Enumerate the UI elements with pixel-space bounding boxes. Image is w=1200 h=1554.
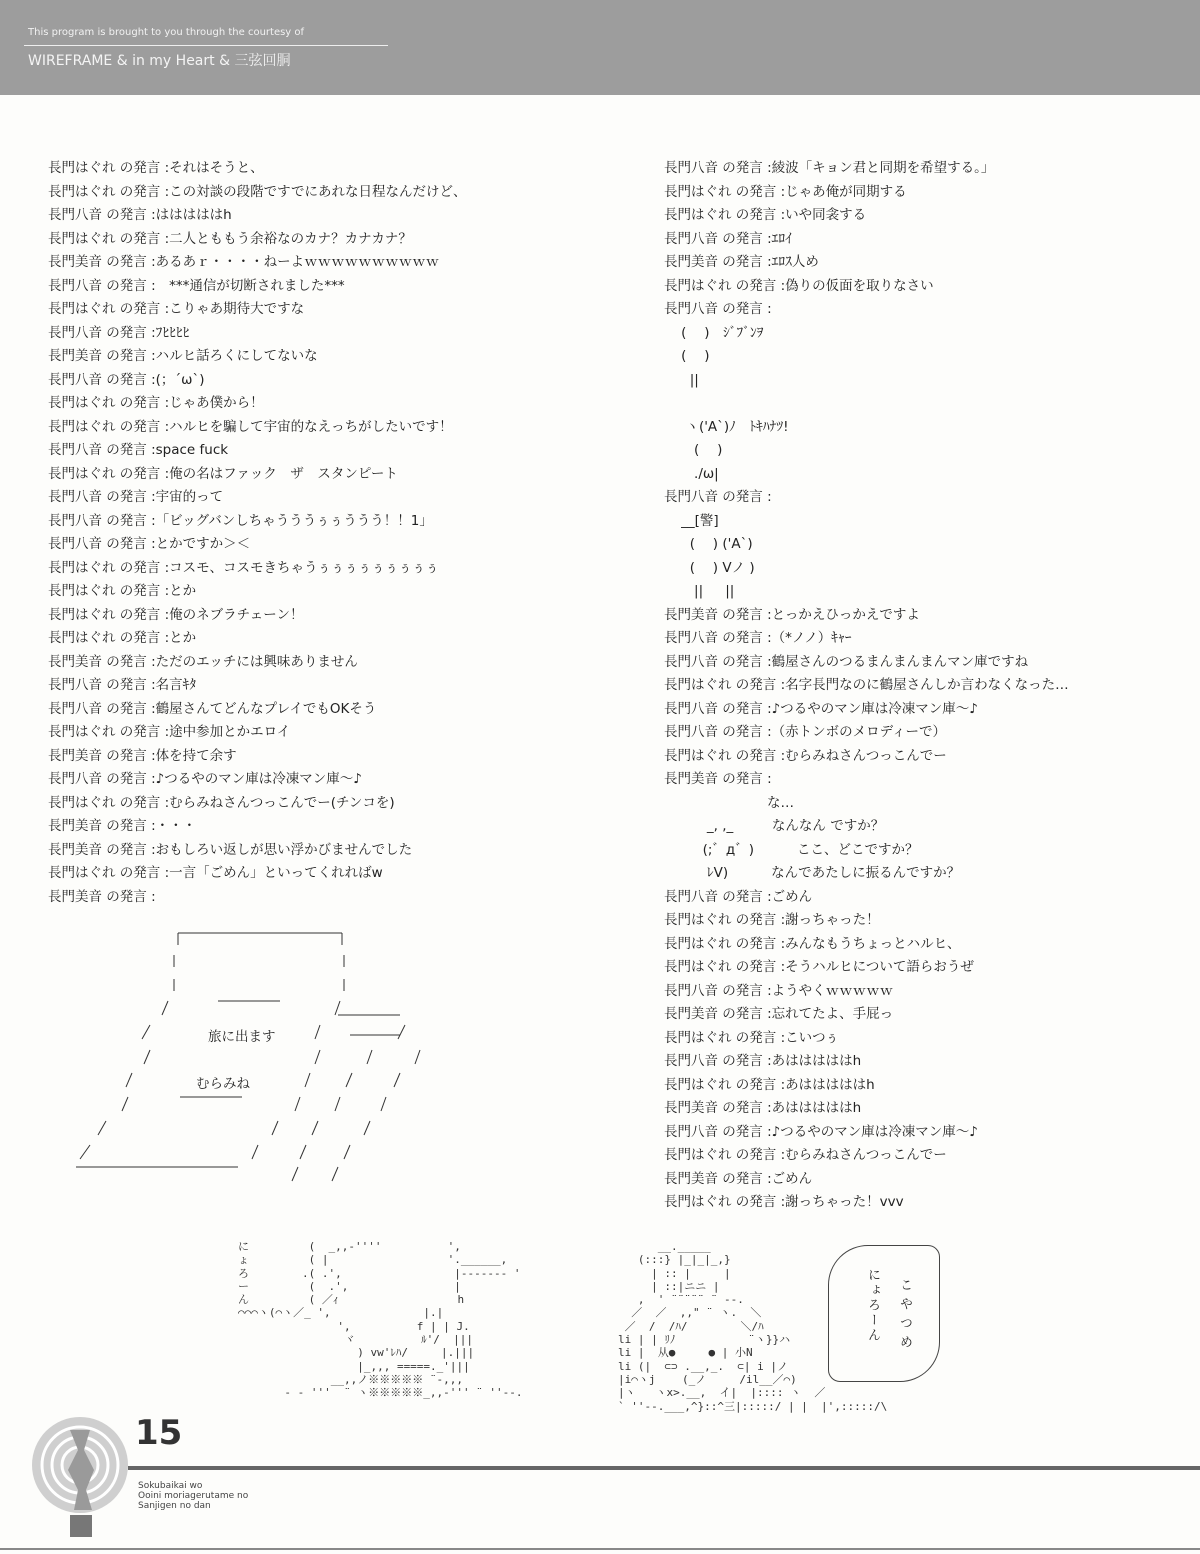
chat-message: 長門八音 の発言 :ようやくｗｗｗｗｗ	[664, 982, 894, 999]
speech-bubble	[828, 1245, 940, 1382]
courtesy-text: This program is brought to you through the courtesy of	[28, 27, 305, 38]
chat-message: 長門はぐれ の発言 :ハルヒを騙して宇宙的なえっちがしたいです！	[48, 418, 453, 435]
ascii-art-line: , ' ¨¨¨¨¨ ¨ --.	[618, 1293, 744, 1307]
ascii-art-line: ょ ( | '.______,	[238, 1253, 508, 1267]
chat-message: 長門美音 の発言 :	[48, 888, 156, 905]
ascii-art-line: ん ( ／ｨ h	[238, 1293, 465, 1307]
chat-message: 長門八音 の発言 :あはははははh	[664, 1053, 862, 1069]
speech-bubble-col2: こやつめ	[897, 1278, 912, 1354]
chat-message: 長門八音 の発言 :とかですか＞＜	[48, 536, 251, 552]
chat-message: 長門はぐれ の発言 :むらみねさんつっこんでー(チンコを)	[48, 794, 395, 811]
chat-message: 長門八音 の発言 :鶴屋さんのつるまんまんまんマン庫ですね	[664, 653, 1029, 670]
chat-message: ( )	[664, 442, 723, 458]
footer-subtitle-line: Ooini moriagerutame no	[138, 1491, 249, 1501]
ascii-art-line: ', f | | J.	[238, 1319, 470, 1333]
chat-message: 長門八音 の発言 :「ビッグバンしちゃうううぅぅううう！！1」	[48, 512, 433, 529]
chat-message: 長門はぐれ の発言 :じゃあ俺が同期する	[664, 183, 907, 200]
chat-message: 長門八音 の発言 :ｴﾛｲ	[664, 230, 792, 247]
chat-message: 長門八音 の発言 :♪つるやのマン庫は冷凍マン庫～♪	[664, 1123, 978, 1140]
circle-logo	[28, 1410, 132, 1554]
chat-message: ヽ('A`)ﾉ ﾄｷﾊﾅﾂ!	[664, 418, 789, 435]
chat-message: 長門美音 の発言 :	[664, 771, 772, 787]
ascii-art-line: ／ ／ ,," ¨ ヽ. ＼	[618, 1306, 762, 1320]
chat-message: 長門はぐれ の発言 :俺の名はファック ザ スタンピート	[48, 465, 398, 482]
chat-message: 長門はぐれ の発言 :謝っちゃった！	[664, 912, 880, 928]
chat-message: な…	[664, 794, 794, 811]
chat-message: 長門八音 の発言 :（*ノノ）ｷｬｰ	[664, 630, 852, 646]
chat-message: 長門はぐれ の発言 :こりゃあ期待大ですな	[48, 301, 305, 317]
chat-message: 長門八音 の発言 : ***通信が切断されました***	[48, 277, 345, 294]
chat-message: ( ) ('A`)	[664, 536, 753, 552]
chat-message: 長門八音 の発言 :（赤トンボのメロディーで）	[664, 724, 947, 740]
chat-message: 長門はぐれ の発言 :あはははははh	[664, 1076, 875, 1093]
chat-message: 長門八音 の発言 :	[664, 489, 772, 505]
chat-message: 長門美音 の発言 :とっかえひっかえですよ	[664, 606, 920, 623]
chat-message: _, ,_ なんなん ですか？	[664, 818, 885, 834]
ascii-art-line: (:::} |_|_|_,}	[618, 1253, 731, 1267]
chat-log-left-column	[48, 157, 467, 909]
chat-message: 長門はぐれ の発言 :この対談の段階ですでにあれな日程なんだけど、	[48, 183, 467, 200]
chat-message: 長門八音 の発言 :宇宙的って	[48, 489, 224, 505]
chat-message: 長門八音 の発言 :はははははh	[48, 207, 232, 223]
chat-message: 長門はぐれ の発言 :むらみねさんつっこんでー	[664, 747, 947, 764]
ascii-art-cat-figure	[238, 1240, 523, 1400]
chat-message: 長門八音 の発言 :♪つるやのマン庫は冷凍マン庫～♪	[664, 700, 978, 717]
logo-graphic	[28, 1410, 132, 1550]
sign-text-line2: むらみね	[196, 1076, 250, 1092]
chat-message: 長門美音 の発言 :ごめん	[664, 1170, 813, 1187]
chat-message: 長門美音 の発言 :ハルヒ話ろくにしてないな	[48, 348, 318, 364]
ascii-art-line: ` ''--.___,^}::^三|:::::/ | | |',:::::/\	[618, 1399, 888, 1413]
chat-message: ( )	[664, 348, 710, 364]
footer-subtitle-line: Sanjigen no dan	[138, 1501, 211, 1511]
ascii-art-line: ー ( .', |	[238, 1279, 461, 1293]
chat-message: 長門はぐれ の発言 :途中参加とかエロイ	[48, 724, 291, 740]
ascii-art-line: ／ / /ﾊ/ ＼/ﾊ	[618, 1319, 764, 1333]
chat-message: 長門美音 の発言 :ただのエッチには興味ありません	[48, 653, 358, 670]
chat-message: 長門はぐれ の発言 :俺のネブラチェーン！	[48, 606, 304, 623]
page-bottom-edge	[0, 1548, 1200, 1550]
ascii-art-line: ⌒⌒⌒ヽ(⌒ヽ／_ ', |.|	[238, 1306, 444, 1320]
chat-message: 長門はぐれ の発言 :いや同衾する	[664, 207, 867, 223]
page-header	[0, 0, 1200, 95]
ascii-art-line: |ヽ ヽx>.__, イ| |:::: ヽ ／	[618, 1386, 826, 1400]
chat-message: 長門はぐれ の発言 :偽りの仮面を取りなさい	[664, 277, 934, 294]
chat-message: 長門美音 の発言 :忘れてたよ、手屁っ	[664, 1006, 894, 1022]
ascii-art-line: |i⌒ヽj (_ノ /il__／⌒)	[618, 1372, 797, 1386]
ascii-art-line: li (| ⊂⊃ .__,_. ⊂| i |ノ	[618, 1359, 788, 1373]
sign-lines	[70, 925, 430, 1190]
ascii-art-line: li | | ﾘﾉ ¨ヽ}}ハ	[618, 1333, 791, 1347]
ascii-art-sign	[70, 925, 430, 1190]
chat-message: 長門八音 の発言 :名言ｷﾀ	[48, 677, 197, 693]
footer-subtitle	[138, 1481, 248, 1511]
chat-message: 長門はぐれ の発言 :とか	[48, 630, 197, 646]
ascii-art-line: |_,,, =====._'|||	[238, 1359, 470, 1373]
chat-message: 長門八音 の発言 :space fuck	[48, 442, 229, 458]
chat-message: (;゛д゛) ここ、どこですか？	[664, 841, 919, 858]
chat-message: 長門美音 の発言 :ｴﾛｽ人め	[664, 254, 819, 270]
chat-message: 長門はぐれ の発言 :そうハルヒについて語らおうぜ	[664, 959, 974, 975]
chat-message: 長門八音 の発言 :♪つるやのマン庫は冷凍マン庫～♪	[48, 771, 362, 787]
ascii-art-line: __,,ノ※※※※※ ¨-,,,	[238, 1372, 463, 1386]
chat-message: 長門八音 の発言 :ごめん	[664, 888, 813, 905]
chat-message: 長門はぐれ の発言 :コスモ、コスモきちゃうぅぅぅぅぅぅぅぅぅ	[48, 559, 439, 576]
chat-message: 長門美音 の発言 :あるあｒ・・・・ねーよｗｗｗｗｗｗｗｗｗｗ	[48, 254, 440, 270]
ascii-art-line: __._____	[618, 1240, 711, 1253]
chat-message: __[警]	[664, 512, 719, 529]
chat-message: 長門八音 の発言 :鶴屋さんてどんなプレイでもOKそう	[48, 700, 377, 717]
chat-message: 長門美音 の発言 :おもしろい返しが思い浮かびませんでした	[48, 841, 413, 858]
ascii-art-line: | ::|ニニ |	[618, 1279, 720, 1293]
chat-message: ./ω|	[664, 465, 719, 482]
chat-message: 長門美音 の発言 :体を持て余す	[48, 747, 237, 764]
ascii-art-line: ヾ ﾙ'/ |||	[238, 1333, 474, 1347]
footer-subtitle-line: Sokubaikai wo	[138, 1481, 203, 1491]
page-number: 15	[135, 1413, 183, 1453]
chat-message: 長門八音 の発言 :綾波「キョン君と同期を希望する。」	[664, 160, 995, 176]
chat-message: 長門はぐれ の発言 :みんなもうちょっとハルヒ、	[664, 935, 961, 952]
ascii-art-line: に ( _,,-'''' ',	[238, 1240, 461, 1253]
chat-message: 長門はぐれ の発言 :じゃあ僕から！	[48, 395, 264, 411]
chat-message: || ||	[664, 583, 735, 599]
chat-message: 長門はぐれ の発言 :こいつぅ	[664, 1029, 839, 1046]
sign-text-line1: 旅に出ます	[208, 1029, 276, 1045]
chat-message: 長門八音 の発言 :ﾌﾋﾋﾋﾋ	[48, 324, 190, 341]
chat-message: 長門はぐれ の発言 :とか	[48, 583, 197, 599]
chat-message	[664, 392, 1069, 416]
chat-message: 長門はぐれ の発言 :二人とももう余裕なのカナ？カナカナ？	[48, 230, 412, 247]
chat-message: 長門八音 の発言 :(；´ω`)	[48, 371, 205, 388]
ascii-art-line: | :: | |	[618, 1266, 731, 1280]
sponsors-text: WIREFRAME & in my Heart & 三弦回胴	[28, 53, 291, 69]
speech-bubble-col1: にょろーん	[865, 1268, 880, 1343]
chat-message: 長門はぐれ の発言 :むらみねさんつっこんでー	[664, 1147, 947, 1163]
header-divider	[24, 45, 388, 46]
chat-message: 長門はぐれ の発言 :名字長門なのに鶴屋さんしか言わなくなった…	[664, 677, 1069, 693]
ascii-art-line: li | 从● ● | 小N	[618, 1346, 753, 1360]
footer-divider	[128, 1466, 1200, 1470]
chat-message: 長門美音 の発言 :あはははははh	[664, 1100, 862, 1116]
ascii-art-line: - - ''' ¨ ヽ※※※※※_,,-''' ¨ ''--.	[238, 1386, 523, 1400]
chat-message: 長門はぐれ の発言 :それはそうと、	[48, 160, 264, 176]
chat-message: 長門はぐれ の発言 :謝っちゃった！vvv	[664, 1194, 904, 1210]
chat-message: ( ) Vノ )	[664, 559, 755, 576]
ascii-art-line: ろ .( .', |------- '	[238, 1266, 521, 1280]
chat-message: 長門美音 の発言 :・・・	[48, 818, 197, 834]
chat-message: 長門八音 の発言 :	[664, 301, 772, 317]
chat-message: ﾚV) なんであたしに振るんですか？	[664, 865, 961, 881]
chat-message: ( ) ｼﾞﾌﾞﾝｦ	[664, 324, 764, 341]
ascii-art-line: ) vw'ﾚﾊ/ |.|||	[238, 1346, 475, 1360]
chat-message: ||	[664, 371, 699, 388]
chat-log-right-column	[664, 157, 1069, 1215]
chat-message: 長門はぐれ の発言 :一言「ごめん」といってくれればw	[48, 865, 383, 881]
